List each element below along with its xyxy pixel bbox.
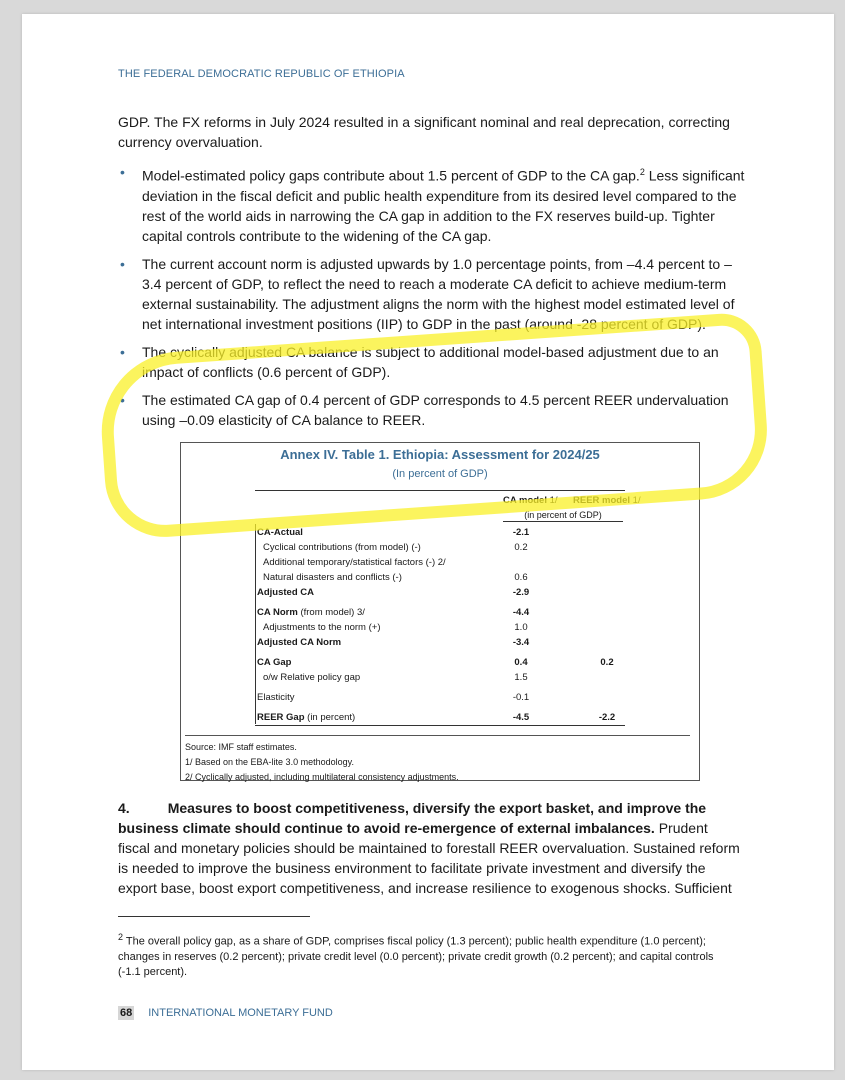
table-rule-top: [255, 490, 625, 491]
bullet-item: [118, 390, 748, 430]
bullet-text: Model-estimated policy gaps contribute about 1.5 percent of GDP to the CA gap.: [142, 167, 640, 184]
table-note: Source: IMF staff estimates.: [185, 742, 297, 752]
table-row: Elasticity -0.1: [257, 692, 530, 703]
section-text: Prudent fiscal and monetary policies should be maintained to forestall REER overvaluation. Sustained reform is needed to improve the business environment to facilitate private investment and diversify the export base, boost export competitiveness, and increase resilience to exogenous shocks. Sufficient: [118, 820, 740, 896]
bullet-dot-icon: •: [120, 164, 125, 180]
footnote-text: The overall policy gap, as a share of GDP, comprises fiscal policy (1.3 percent); public health expenditure (1.0 percent); changes in reserves (0.2 percent); private credit level (0.0 percent); private credit growth (0.2 percent); and capital controls (-1.1 percent).: [118, 935, 714, 978]
col-header-ca-model: CA model 1/: [503, 495, 558, 506]
row-label: CA Norm (from model) 3/: [257, 607, 365, 618]
table-row: Adjusted CA -2.9: [257, 587, 530, 598]
bullet-text: The cyclically adjusted CA balance is subject to additional model-based adjustment due to an impact of conflicts (0.6 percent of GDP).: [142, 343, 719, 380]
table-notes: [185, 735, 690, 785]
table-row: Adjusted CA Norm -3.4: [257, 637, 530, 648]
table-rule-bottom: [255, 725, 625, 726]
table-subtitle: (In percent of GDP): [392, 468, 488, 480]
footer-org: INTERNATIONAL MONETARY FUND: [148, 1007, 333, 1019]
table-row: Cyclical contributions (from model) (-) 0.2: [263, 542, 528, 553]
running-head: THE FEDERAL DEMOCRATIC REPUBLIC OF ETHIOPIA: [118, 68, 405, 80]
bullet-text: The estimated CA gap of 0.4 percent of GDP corresponds to 4.5 percent REER undervaluation using –0.09 elasticity of CA balance to REER.: [142, 391, 729, 428]
bullet-dot-icon: •: [120, 255, 125, 272]
unit-label: (in percent of GDP): [503, 510, 623, 522]
table-rule-vertical: [255, 524, 256, 724]
bullet-item: [118, 342, 748, 382]
table-note: 2/ Cyclically adjusted, including multilateral consistency adjustments.: [185, 772, 459, 782]
page-footer: [118, 1006, 333, 1020]
table-row: Natural disasters and conflicts (-) 0.6: [263, 572, 528, 583]
footnote-mark: 2: [118, 932, 124, 942]
footnote: [118, 930, 738, 980]
section-number: 4.: [118, 800, 130, 816]
bullet-text-cont: Less significant deviation in the fiscal deficit and public health expenditure from its desired level compared to the rest of the world aids in narrowing the CA gap in addition to the FX reserves build-up. Tighter capital controls contribute to the widening of the CA gap.: [142, 167, 745, 244]
bullet-list: [118, 162, 748, 438]
section-lead: Measures to boost competitiveness, diversify the export basket, and improve the business climate should continue to avoid re-emergence of external imbalances.: [118, 800, 707, 836]
footnote-divider: [118, 916, 310, 917]
page-number: 68: [120, 1007, 133, 1019]
paragraph-intro: GDP. The FX reforms in July 2024 resulted in a significant nominal and real deprecation, correcting currency overvaluation.: [118, 114, 730, 150]
document-page: [22, 14, 834, 1070]
bullet-dot-icon: •: [120, 343, 125, 360]
bullet-text: The current account norm is adjusted upwards by 1.0 percentage points, from –4.4 percent to –3.4 percent of GDP, to reflect the need to reach a moderate CA deficit to achieve medium-term external sustainability. The adjustment aligns the norm with the highest model estimated level of net international investment positions (IIP) to GDP in the past (around -28 percent of GDP).: [142, 255, 735, 332]
footnote-ref[interactable]: 2: [639, 167, 645, 177]
table-row: Additional temporary/statistical factors (-) 2/: [263, 557, 446, 568]
table-row: CA-Actual -2.1: [257, 527, 530, 538]
assessment-table: [180, 442, 700, 781]
table-row: CA Gap 0.4 0.2: [257, 657, 614, 668]
col-header-reer-model: REER model 1/: [573, 495, 641, 506]
bullet-dot-icon: •: [120, 391, 125, 408]
table-row: REER Gap (in percent) -4.5 -2.2: [257, 712, 616, 723]
table-row: o/w Relative policy gap 1.5: [263, 672, 528, 683]
section-4-paragraph: [118, 798, 740, 898]
bullet-item: [118, 162, 748, 246]
table-note: 1/ Based on the EBA-lite 3.0 methodology.: [185, 757, 354, 767]
row-label: REER Gap (in percent): [257, 712, 356, 723]
table-row: Adjustments to the norm (+) 1.0: [263, 622, 528, 633]
table-title: Annex IV. Table 1. Ethiopia: Assessment for 2024/25: [280, 447, 600, 462]
bullet-item: [118, 254, 748, 334]
table-row: CA Norm (from model) 3/ -4.4: [257, 607, 530, 618]
